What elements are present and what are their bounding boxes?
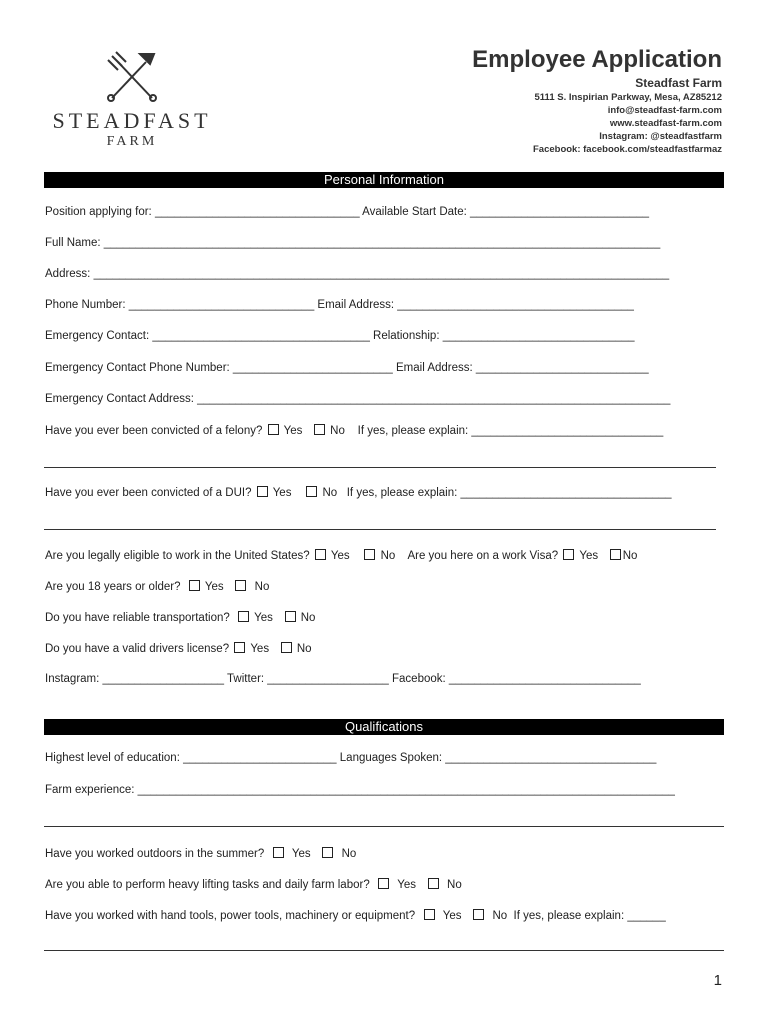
farm-instagram: Instagram: @steadfastfarm (599, 131, 722, 142)
visa-yes-label: Yes (579, 550, 599, 562)
dui-yes-checkbox[interactable] (257, 486, 268, 497)
felony-yes-checkbox[interactable] (268, 424, 279, 435)
transport-no-label: No (300, 612, 316, 624)
dui-yes-label: Yes (272, 487, 292, 499)
transport-yes-label: Yes (254, 612, 273, 624)
outdoors-no-checkbox[interactable] (322, 847, 333, 858)
transport-label: Do you have reliable transportation? (45, 612, 230, 624)
farm-name: Steadfast Farm (635, 76, 722, 90)
visa-yes-checkbox[interactable] (563, 549, 574, 560)
farm-experience-line[interactable] (44, 826, 724, 827)
age-yes-label: Yes (204, 581, 224, 593)
personal-information-heading: Personal Information (44, 172, 724, 188)
outdoors-yes-label: Yes (291, 848, 311, 860)
lifting-no-checkbox[interactable] (428, 878, 439, 889)
position-field[interactable]: Position applying for: ________________________________ Available Start Date: ____________________________ (45, 206, 650, 218)
dui-no-checkbox[interactable] (306, 486, 317, 497)
farm-facebook: Facebook: facebook.com/steadfastfarmaz (532, 144, 722, 155)
visa-label: Are you here on a work Visa? (407, 550, 559, 562)
outdoors-question (45, 847, 725, 860)
dui-explain-field[interactable]: If yes, please explain: _________________________________ (346, 487, 672, 499)
eligible-yes-label: Yes (330, 550, 350, 562)
eligible-no-label: No (380, 550, 396, 562)
emergency-phone-field[interactable]: Emergency Contact Phone Number: _________________________ Email Address: ___________________________ (45, 362, 649, 374)
qualifications-heading: Qualifications (44, 719, 724, 735)
farm-website: www.steadfast-farm.com (609, 118, 722, 129)
farm-address: 5111 S. Inspirian Parkway, Mesa, AZ85212 (534, 92, 722, 103)
dui-explain-line[interactable] (44, 529, 716, 530)
felony-question (45, 424, 725, 437)
felony-yes-label: Yes (283, 425, 303, 437)
farm-email: info@steadfast-farm.com (607, 105, 722, 116)
visa-no-checkbox[interactable] (610, 549, 621, 560)
page-number: 1 (713, 972, 722, 989)
social-media-field[interactable]: Instagram: ___________________ Twitter: ___________________ Facebook: ______________________________ (45, 673, 641, 685)
tools-no-checkbox[interactable] (473, 909, 484, 920)
farm-experience-field[interactable]: Farm experience: ____________________________________________________________________________________ (45, 784, 675, 796)
dui-label: Have you ever been convicted of a DUI? (45, 487, 252, 499)
pitchfork-shovel-logo-icon (104, 50, 160, 102)
emergency-contact-field[interactable]: Emergency Contact: __________________________________ Relationship: ______________________________ (45, 330, 635, 342)
transport-yes-checkbox[interactable] (238, 611, 249, 622)
felony-no-checkbox[interactable] (314, 424, 325, 435)
age-no-label: No (254, 581, 270, 593)
felony-explain-field[interactable]: If yes, please explain: ______________________________ (357, 425, 664, 437)
logo-name: STEADFAST (52, 108, 212, 133)
lifting-label: Are you able to perform heavy lifting tasks and daily farm labor? (45, 879, 370, 891)
page-title: Employee Application (472, 46, 722, 73)
eligible-yes-checkbox[interactable] (315, 549, 326, 560)
license-question (45, 642, 725, 655)
license-no-checkbox[interactable] (281, 642, 292, 653)
dui-no-label: No (322, 487, 338, 499)
outdoors-label: Have you worked outdoors in the summer? (45, 848, 265, 860)
emergency-address-field[interactable]: Emergency Contact Address: __________________________________________________________________________ (45, 393, 671, 405)
tools-label: Have you worked with hand tools, power tools, machinery or equipment? (45, 910, 416, 922)
lifting-question (45, 878, 725, 891)
lifting-no-label: No (447, 879, 462, 891)
dui-question (45, 486, 725, 499)
logo-subtitle: FARM (106, 134, 158, 149)
license-no-label: No (296, 643, 312, 655)
age-question (45, 580, 725, 593)
transport-no-checkbox[interactable] (285, 611, 296, 622)
full-name-field[interactable]: Full Name: _______________________________________________________________________________________ (45, 237, 661, 249)
age-label: Are you 18 years or older? (45, 581, 181, 593)
phone-email-field[interactable]: Phone Number: _____________________________ Email Address: _____________________________________ (45, 299, 634, 311)
eligibility-question (45, 549, 725, 562)
felony-no-label: No (330, 425, 345, 437)
age-no-checkbox[interactable] (235, 580, 246, 591)
tools-yes-label: Yes (442, 910, 462, 922)
license-yes-label: Yes (250, 643, 270, 655)
tools-explain-line[interactable] (44, 950, 724, 951)
tools-yes-checkbox[interactable] (424, 909, 435, 920)
felony-explain-line[interactable] (44, 467, 716, 468)
tools-question (45, 909, 725, 922)
license-label: Do you have a valid drivers license? (45, 643, 230, 655)
eligible-no-checkbox[interactable] (364, 549, 375, 560)
license-yes-checkbox[interactable] (234, 642, 245, 653)
transport-question (45, 611, 725, 624)
outdoors-no-label: No (341, 848, 357, 860)
eligible-label: Are you legally eligible to work in the United States? (45, 550, 310, 562)
tools-no-label: No (492, 910, 508, 922)
lifting-yes-checkbox[interactable] (378, 878, 389, 889)
tools-explain-field[interactable]: If yes, please explain: ______ (513, 910, 666, 922)
education-languages-field[interactable]: Highest level of education: ________________________ Languages Spoken: _________________________________ (45, 752, 657, 764)
address-field[interactable]: Address: __________________________________________________________________________________________ (45, 268, 670, 280)
lifting-yes-label: Yes (397, 879, 417, 891)
age-yes-checkbox[interactable] (189, 580, 200, 591)
outdoors-yes-checkbox[interactable] (273, 847, 284, 858)
visa-no-label: No (622, 550, 638, 562)
felony-label: Have you ever been convicted of a felony? (45, 425, 263, 437)
